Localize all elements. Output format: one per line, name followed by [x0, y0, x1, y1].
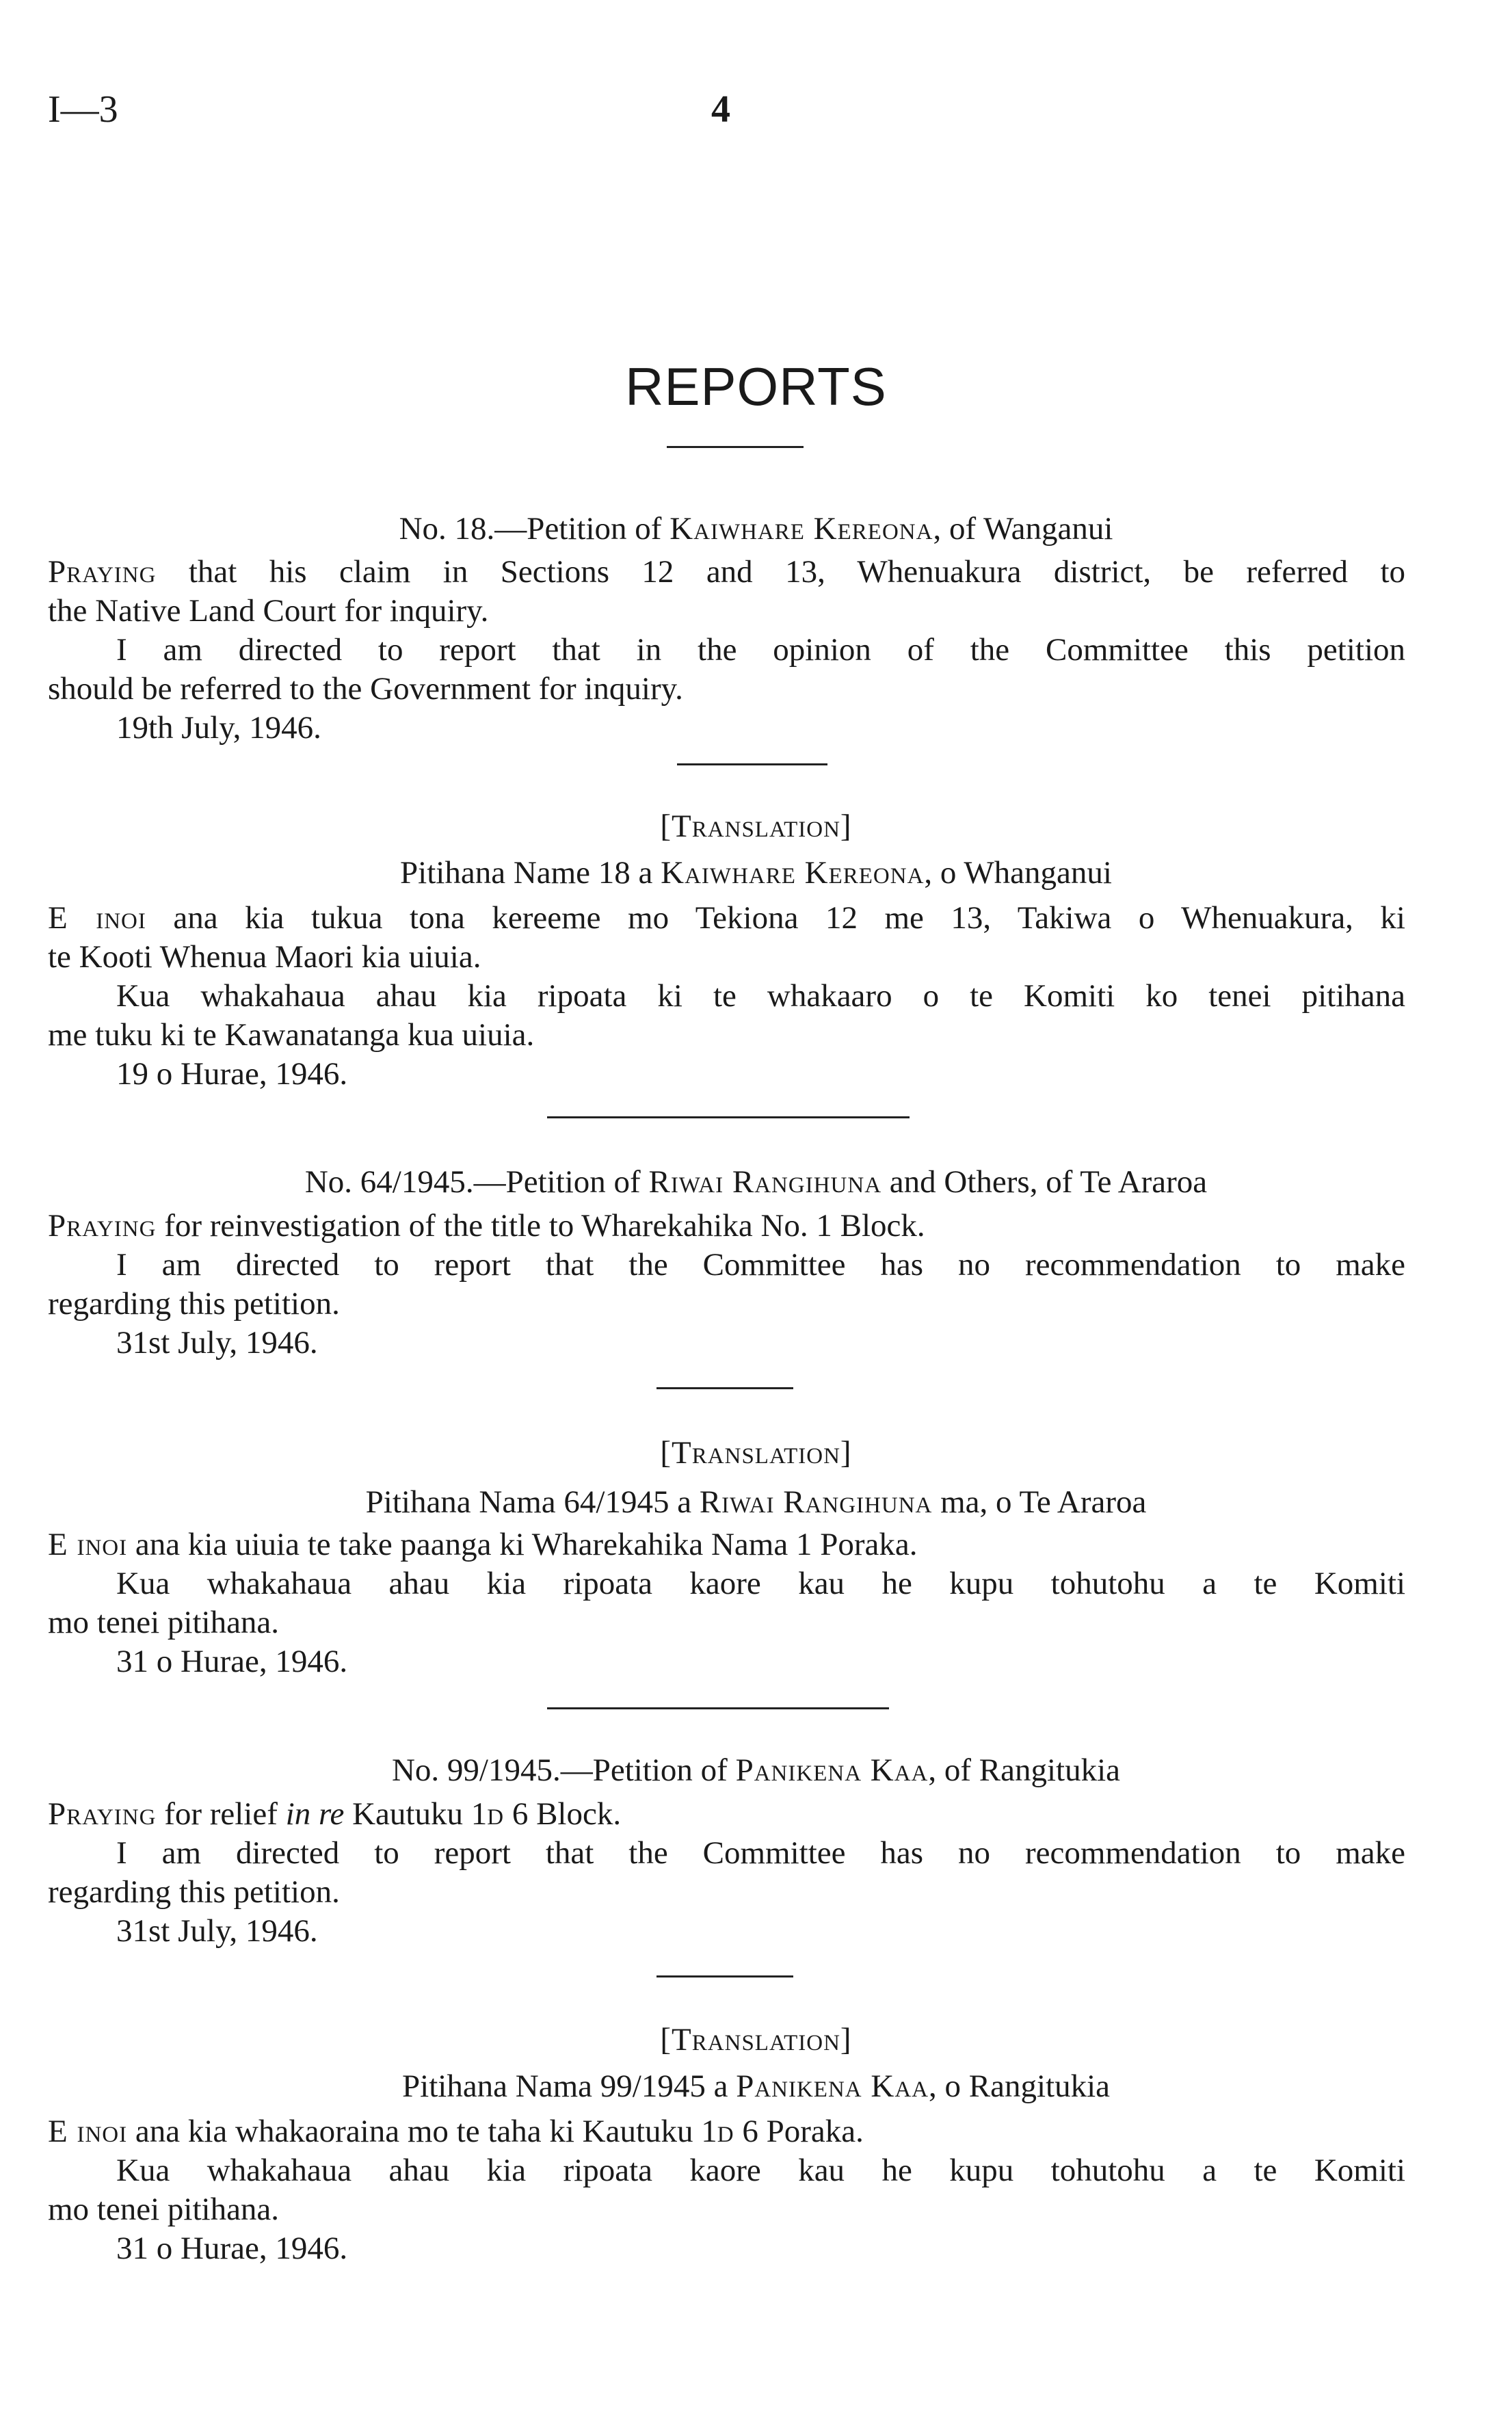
report-line: I am directed to report that the Committee has no recommendation to make [116, 1835, 1405, 1871]
heading-text: ma, o Te Araroa [932, 1484, 1147, 1520]
petition-body-line [48, 899, 1405, 938]
lead-word: E inoi [48, 2114, 128, 2149]
lead-word: Praying [48, 554, 157, 590]
petition-body-line [48, 1207, 1405, 1246]
section-rule [656, 1387, 793, 1389]
report-line: Kua whakahaua ahau kia ripoata kaore kau he kupu tohutohu a te Komiti [116, 1566, 1405, 1601]
body-text: ana kia uiuia te take paanga ki Wharekahika Nama 1 Poraka. [127, 1527, 918, 1562]
section-rule [547, 1707, 889, 1709]
report-line: regarding this petition. [48, 1286, 340, 1322]
heading-text: , o Whanganui [924, 855, 1112, 891]
title-rule [667, 446, 804, 448]
page-number: 4 [711, 88, 730, 131]
petitioner-name: Kaiwhare Kereona [661, 855, 925, 891]
petition-body-line [48, 553, 1405, 592]
report-line: regarding this petition. [48, 1874, 340, 1910]
petition-body-line [48, 2112, 1405, 2151]
lead-word: Praying [48, 1208, 157, 1244]
translation-label: [Translation] [660, 809, 852, 844]
body-text: ana kia tukua tona kereeme mo Tekiona 12 me 13, Takiwa o Whenuakura, ki [146, 900, 1405, 936]
report-line: I am directed to report that the Committee has no recommendation to make [116, 1247, 1405, 1283]
report-line: should be referred to the Government for inquiry. [48, 671, 683, 707]
italic-phrase: in re [285, 1796, 345, 1832]
report-line: mo tenei pitihana. [48, 1605, 280, 1640]
report-date: 31 o Hurae, 1946. [116, 1644, 348, 1679]
petitioner-name: Panikena Kaa [736, 2068, 929, 2104]
body-text: for relief [156, 1796, 286, 1832]
petition-body-line: te Kooti Whenua Maori kia uiuia. [48, 939, 481, 975]
petition-body-line [48, 1525, 1405, 1564]
heading-text: No. 64/1945.—Petition of [304, 1164, 649, 1200]
petition-heading [0, 1751, 1512, 1790]
report-date: 19 o Hurae, 1946. [116, 1056, 348, 1092]
petitioner-name: Riwai Rangihuna [699, 1484, 933, 1520]
body-text: that his claim in Sections 12 and 13, Whenuakura district, be referred to [156, 554, 1405, 590]
petition-heading [0, 854, 1512, 893]
page-title: REPORTS [625, 356, 887, 417]
petition-body-line: the Native Land Court for inquiry. [48, 593, 489, 629]
body-text: 6 Poraka. [734, 2114, 864, 2149]
report-line: I am directed to report that in the opinion of the Committee this petition [116, 632, 1405, 668]
section-rule [677, 763, 827, 765]
heading-text: Pitihana Name 18 a [400, 855, 661, 891]
heading-text: and Others, of Te Araroa [881, 1164, 1208, 1200]
body-text: ana kia whakaoraina mo te taha ki Kautuku 1 [127, 2114, 717, 2149]
heading-text: , of Rangitukia [928, 1752, 1121, 1788]
report-date: 31st July, 1946. [116, 1325, 318, 1361]
petitioner-name: Kaiwhare Kereona [669, 511, 933, 547]
body-text: Kautuku 1 [344, 1796, 488, 1832]
document-reference: I—3 [48, 88, 118, 131]
report-line: Kua whakahaua ahau kia ripoata kaore kau he kupu tohutohu a te Komiti [116, 2153, 1405, 2188]
heading-text: Pitihana Nama 64/1945 a [365, 1484, 700, 1520]
body-text: for reinvestigation of the title to Wharekahika No. 1 Block. [156, 1208, 925, 1244]
report-line: me tuku ki te Kawanatanga kua uiuia. [48, 1017, 535, 1053]
report-line: mo tenei pitihana. [48, 2192, 280, 2227]
translation-label: [Translation] [660, 1435, 852, 1471]
report-date: 31 o Hurae, 1946. [116, 2231, 348, 2266]
heading-text: Pitihana Nama 99/1945 a [402, 2068, 737, 2104]
block-letter: d [717, 2114, 734, 2149]
petition-heading [0, 2067, 1512, 2106]
petitioner-name: Panikena Kaa [735, 1752, 929, 1788]
lead-word: Praying [48, 1796, 157, 1832]
petition-heading [0, 510, 1512, 549]
petition-heading [0, 1163, 1512, 1202]
petition-heading [0, 1483, 1512, 1522]
report-date: 31st July, 1946. [116, 1913, 318, 1949]
petition-body-line [48, 1795, 1405, 1834]
section-rule [547, 1116, 910, 1118]
body-text: 6 Block. [504, 1796, 622, 1832]
heading-text: No. 18.—Petition of [399, 511, 670, 547]
lead-word: E inoi [48, 1527, 128, 1562]
report-line: Kua whakahaua ahau kia ripoata ki te whakaaro o te Komiti ko tenei pitihana [116, 978, 1405, 1014]
translation-label: [Translation] [660, 2022, 852, 2058]
heading-text: No. 99/1945.—Petition of [391, 1752, 736, 1788]
heading-text: , of Wanganui [933, 511, 1113, 547]
section-rule [656, 1975, 793, 1977]
block-letter: d [487, 1796, 505, 1832]
report-date: 19th July, 1946. [116, 710, 321, 746]
petitioner-name: Riwai Rangihuna [648, 1164, 882, 1200]
heading-text: , o Rangitukia [929, 2068, 1110, 2104]
lead-word: E inoi [48, 900, 146, 936]
